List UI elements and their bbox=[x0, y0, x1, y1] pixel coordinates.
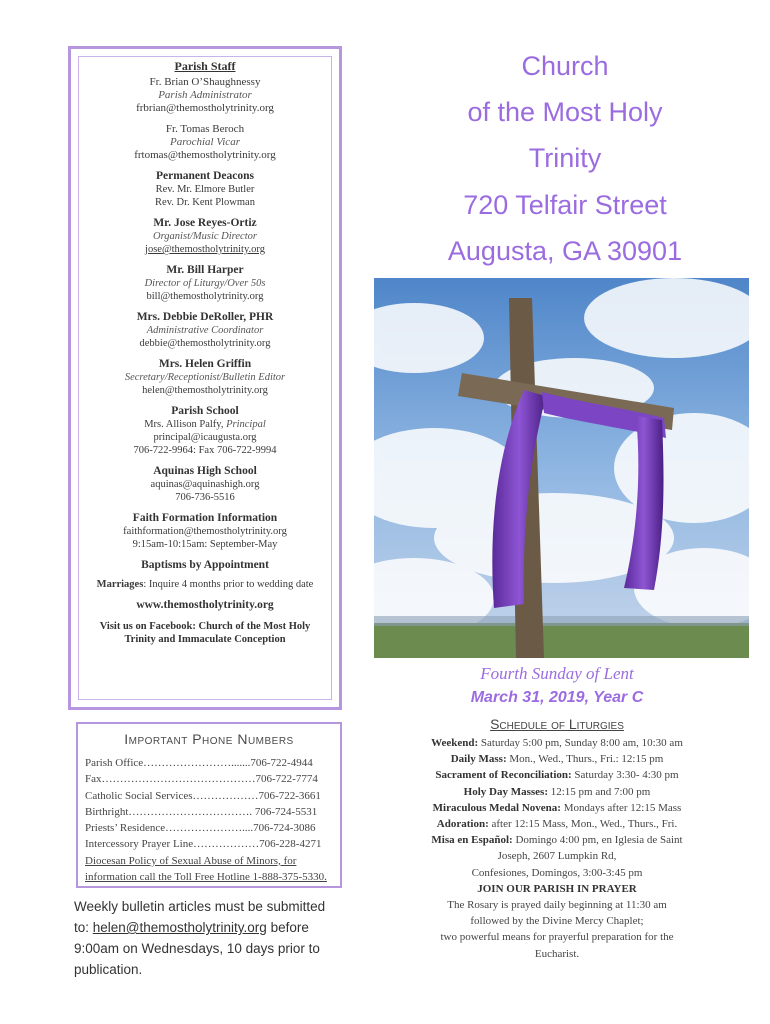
bulletin-submission-note bbox=[74, 896, 346, 980]
schedule-list bbox=[384, 735, 730, 962]
phone-row: Parish Office…………………….......706-722-4944 bbox=[85, 757, 313, 769]
liturgy-director-email[interactable]: bill@themostholytrinity.org bbox=[146, 291, 264, 302]
adoration-label: Adoration: bbox=[436, 818, 489, 831]
novena-label: Miraculous Medal Novena: bbox=[432, 801, 561, 814]
school-email[interactable]: principal@icaugusta.org bbox=[153, 432, 257, 443]
diocesan-policy-line-1[interactable]: Diocesan Policy of Sexual Abuse of Minors, for bbox=[85, 854, 297, 867]
admin-coordinator-role: Administrative Coordinator bbox=[146, 325, 264, 336]
baptisms-note: Baptisms by Appointment bbox=[141, 559, 269, 571]
daily-times: Mon., Wed., Thurs., Fri.: 12:15 pm bbox=[506, 753, 664, 766]
cross-with-purple-cloth-image bbox=[374, 278, 749, 658]
weekly-before: before bbox=[266, 920, 309, 935]
phone-row: Priests’ Residence…………………....706-724-3086 bbox=[85, 822, 316, 835]
misa-address: Joseph, 2607 Lumpkin Rd, bbox=[497, 850, 617, 863]
misa-times: Domingo 4:00 pm, en Iglesia de Saint bbox=[512, 834, 683, 847]
phone-numbers-title: Important Phone Numbers bbox=[124, 731, 294, 747]
phone-row: Birthright……………………………. 706-724-5531 bbox=[85, 805, 318, 818]
holy-day-label: Holy Day Masses: bbox=[463, 785, 548, 798]
misa-label: Misa en Español: bbox=[431, 834, 513, 847]
church-address-street: 720 Telfair Street bbox=[463, 190, 667, 220]
prayer-line-3: two powerful means for prayerful preparation for the bbox=[440, 931, 674, 944]
reconciliation-times: Saturday 3:30- 4:30 pm bbox=[571, 769, 679, 782]
phone-numbers-list bbox=[85, 755, 335, 885]
secretary-email[interactable]: helen@themostholytrinity.org bbox=[142, 385, 268, 396]
vicar-name: Fr. Tomas Beroch bbox=[165, 123, 245, 135]
liturgy-director-role: Director of Liturgy/Over 50s bbox=[144, 278, 266, 289]
prayer-line-1: The Rosary is prayed daily beginning at 11:30 am bbox=[447, 899, 667, 912]
church-title-line-3: Trinity bbox=[528, 143, 602, 173]
facebook-line-1: Visit us on Facebook: Church of the Most Holy bbox=[99, 621, 311, 632]
secretary-role: Secretary/Receptionist/Bulletin Editor bbox=[124, 372, 286, 383]
school-principal-role: Principal bbox=[226, 419, 266, 430]
admin-role: Parish Administrator bbox=[158, 89, 252, 101]
prayer-line-2: followed by the Divine Mercy Chaplet; bbox=[470, 915, 644, 928]
deacons-heading: Permanent Deacons bbox=[155, 170, 255, 182]
admin-email[interactable]: frbrian@themostholytrinity.org bbox=[136, 102, 274, 114]
deacon-plowman: Rev. Dr. Kent Plowman bbox=[155, 197, 255, 208]
weekly-line-2 bbox=[74, 917, 346, 938]
secretary-name: Mrs. Helen Griffin bbox=[158, 358, 252, 370]
sunday-title: Fourth Sunday of Lent bbox=[480, 664, 634, 683]
church-title-line-2: of the Most Holy bbox=[467, 97, 663, 127]
schedule-heading: Schedule of Liturgies bbox=[490, 716, 624, 732]
parish-staff-heading: Parish Staff bbox=[174, 59, 236, 73]
daily-mass bbox=[384, 751, 730, 767]
reconciliation-label: Sacrament of Reconciliation: bbox=[435, 769, 572, 782]
marriages-label: Marriages bbox=[96, 579, 144, 590]
weekend-times: Saturday 5:00 pm, Sunday 8:00 am, 10:30 am bbox=[478, 737, 683, 749]
weekly-line-4: publication. bbox=[74, 962, 143, 977]
weekend-masses bbox=[384, 735, 730, 751]
school-principal bbox=[78, 418, 332, 431]
school-phone: 706-722-9964: Fax 706-722-9994 bbox=[133, 445, 277, 456]
church-title-line-1: Church bbox=[521, 51, 609, 81]
phone-row: Catholic Social Services………………706-722-3661 bbox=[85, 789, 321, 802]
adoration-times: after 12:15 Mass, Mon., Wed., Thurs., Fri. bbox=[488, 818, 678, 831]
miraculous-medal-novena bbox=[384, 800, 730, 816]
aquinas-phone: 706-736-5516 bbox=[175, 492, 235, 503]
organist-email[interactable]: jose@themostholytrinity.org bbox=[145, 244, 265, 255]
admin-name: Fr. Brian O’Shaughnessy bbox=[149, 76, 261, 88]
bulletin-email-link[interactable]: helen@themostholytrinity.org bbox=[92, 920, 267, 935]
liturgical-date: March 31, 2019, Year C bbox=[470, 689, 644, 706]
parish-staff-panel bbox=[78, 60, 332, 646]
faith-formation-email[interactable]: faithformation@themostholytrinity.org bbox=[123, 526, 287, 537]
phone-row: Intercessory Prayer Line………………706-228-4271 bbox=[85, 838, 322, 851]
aquinas-email[interactable]: aquinas@aquinashigh.org bbox=[150, 479, 260, 490]
website-link[interactable]: www.themostholytrinity.org bbox=[136, 599, 274, 611]
marriages-note bbox=[78, 578, 332, 591]
diocesan-policy-line-2[interactable]: information call the Toll Free Hotline 1-888-375-5330. bbox=[85, 871, 327, 884]
prayer-line-4: Eucharist. bbox=[534, 947, 580, 960]
reconciliation bbox=[384, 767, 730, 783]
church-address-city: Augusta, GA 30901 bbox=[447, 236, 683, 266]
admin-coordinator-email[interactable]: debbie@themostholytrinity.org bbox=[139, 338, 271, 349]
school-heading: Parish School bbox=[171, 405, 239, 417]
facebook-line-2: Trinity and Immaculate Conception bbox=[124, 634, 286, 645]
vicar-role: Parochial Vicar bbox=[170, 136, 240, 148]
weekly-to: to: bbox=[74, 920, 93, 935]
novena-times: Mondays after 12:15 Mass bbox=[560, 801, 682, 814]
deacon-butler: Rev. Mr. Elmore Butler bbox=[155, 184, 255, 195]
confesiones: Confesiones, Domingos, 3:00-3:45 pm bbox=[471, 866, 643, 879]
marriages-text: : Inquire 4 months prior to wedding date bbox=[143, 579, 314, 590]
weekly-line-1: Weekly bulletin articles must be submitted bbox=[74, 899, 326, 914]
prayer-heading: JOIN OUR PARISH IN PRAYER bbox=[477, 882, 637, 895]
misa-espanol bbox=[384, 832, 730, 848]
weekly-line-3: 9:00am on Wednesdays, 10 days prior to bbox=[74, 941, 320, 956]
faith-formation-hours: 9:15am-10:15am: September-May bbox=[132, 539, 278, 550]
holy-day-masses bbox=[384, 784, 730, 800]
school-principal-name: Mrs. Allison Palfy, bbox=[144, 419, 227, 430]
phone-row: Fax……………………………………706-722-7774 bbox=[85, 773, 318, 786]
aquinas-heading: Aquinas High School bbox=[153, 465, 257, 477]
organist-name: Mr. Jose Reyes-Ortiz bbox=[153, 217, 257, 229]
weekend-label: Weekend: bbox=[431, 737, 479, 749]
daily-label: Daily Mass: bbox=[450, 753, 507, 766]
liturgy-director-name: Mr. Bill Harper bbox=[166, 264, 244, 276]
admin-coordinator-name: Mrs. Debbie DeRoller, PHR bbox=[136, 311, 274, 323]
organist-role: Organist/Music Director bbox=[153, 231, 257, 242]
faith-formation-heading: Faith Formation Information bbox=[132, 512, 278, 524]
vicar-email[interactable]: frtomas@themostholytrinity.org bbox=[134, 149, 276, 161]
holy-day-times: 12:15 pm and 7:00 pm bbox=[547, 785, 651, 798]
adoration bbox=[384, 816, 730, 832]
